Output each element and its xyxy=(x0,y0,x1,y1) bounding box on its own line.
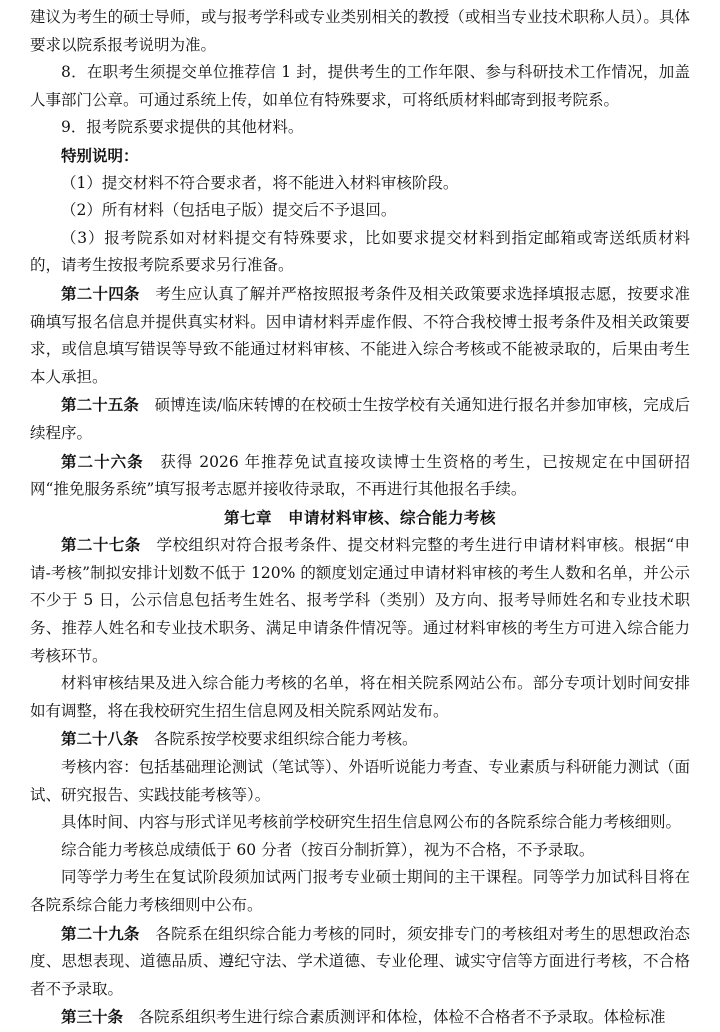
paragraph-assessment-details: 具体时间、内容与形式详见考核前学校研究生招生信息网公布的各院系综合能力考核细则。 xyxy=(61,813,682,832)
article-24 xyxy=(30,280,690,391)
article-25-text: 硕博连读/临床转博的在校硕士生按学校有关通知进行报名并参加审核，完成后续程序。 xyxy=(30,396,690,442)
article-29-number: 第二十九条 xyxy=(61,923,140,943)
article-27 xyxy=(30,531,690,670)
article-26-number: 第二十六条 xyxy=(61,451,144,471)
special-note-1: （1）提交材料不符合要求者，将不能进入材料审核阶段。 xyxy=(61,173,459,192)
article-30 xyxy=(30,1003,690,1032)
article-30-text: 各院系组织考生进行综合素质测评和体检，体检不合格者不予录取。体检标准 xyxy=(138,1008,666,1027)
special-note-3: （3）报考院系如对材料提交有特殊要求，比如要求提交材料到指定邮箱或寄送纸质材料的，请考生按报考院系要求另行准备。 xyxy=(30,228,690,275)
paragraph-passing-score: 综合能力考核总成绩低于 60 分者（按百分制折算），视为不合格，不予录取。 xyxy=(61,840,595,859)
article-25-number: 第二十五条 xyxy=(61,395,139,415)
paragraph-equivalent-education: 同等学力考生在复试阶段须加试两门报考专业硕士期间的主干课程。同等学力加试科目将在各院系综合能力考核细则中公布。 xyxy=(30,868,690,914)
article-29 xyxy=(30,920,690,1004)
article-27-number: 第二十七条 xyxy=(61,535,141,555)
article-28 xyxy=(30,725,690,754)
article-26 xyxy=(30,448,690,504)
article-30-number: 第三十条 xyxy=(61,1007,124,1027)
article-26-text: 获得 2026 年推荐免试直接攻读博士生资格的考生，已按规定在中国研招网“推免服务系统”填写报考志愿并接收待录取，不再进行其他报名手续。 xyxy=(30,452,690,499)
article-24-number: 第二十四条 xyxy=(61,283,140,303)
article-28-number: 第二十八条 xyxy=(61,729,139,749)
paragraph-advisor-requirement: 建议为考生的硕士导师，或与报考学科或专业类别相关的教授（或相当专业技术职称人员）。具体要求以院系报考说明为准。 xyxy=(30,8,690,54)
special-note-heading: 特别说明： xyxy=(61,145,139,165)
article-29-text: 各院系在组织综合能力考核的同时，须安排专门的考核组对考生的思想政治态度、思想表现、道德品质、遵纪守法、学术道德、专业伦理、诚实守信等方面进行考核，不合格者不予录取。 xyxy=(30,924,690,998)
paragraph-item-9: 9．报考院系要求提供的其他材料。 xyxy=(61,118,304,137)
paragraph-item-8: 8．在职考生须提交单位推荐信 1 封，提供考生的工作年限、参与科研技术工作情况，加盖人事部门公章。可通过系统上传，如单位有特殊要求，可将纸质材料邮寄到报考院系。 xyxy=(30,63,690,109)
article-25 xyxy=(30,391,690,447)
paragraph-assessment-content: 考核内容：包括基础理论测试（笔试等）、外语听说能力考查、专业素质与科研能力测试（面试、研究报告、实践技能考核等）。 xyxy=(30,758,690,804)
paragraph-review-results: 材料审核结果及进入综合能力考核的名单，将在相关院系网站公布。部分专项计划时间安排如有调整，将在我校研究生招生信息网及相关院系网站发布。 xyxy=(30,674,690,720)
article-27-text: 学校组织对符合报考条件、提交材料完整的考生进行申请材料审核。根据“申请-考核”制拟安排计划数不低于 120% 的额度划定通过申请材料审核的考生人数和名单，并公示不少于 5 日，公示信息包括考生姓名、报考学科（类别）及方向、报考导师姓名和专业技术职务、推荐人姓名和专业技术职务、满足申请条件情况等。通过材料审核的考生方可进入综合能力考核环节。 xyxy=(30,536,690,665)
chapter-7-heading: 第七章 申请材料审核、综合能力考核 xyxy=(223,507,496,527)
special-note-2: （2）所有材料（包括电子版）提交后不予退回。 xyxy=(61,201,397,220)
article-28-text: 各院系按学校要求组织综合能力考核。 xyxy=(154,730,418,749)
article-24-text: 考生应认真了解并严格按照报考条件及相关政策要求选择填报志愿，按要求准确填写报名信息并提供真实材料。因申请材料弄虚作假、不符合我校博士报考条件及相关政策要求，或信息填写错误等导致不能通过材料审核、不能进入综合考核或不能被录取的，后果由考生本人承担。 xyxy=(30,284,690,386)
